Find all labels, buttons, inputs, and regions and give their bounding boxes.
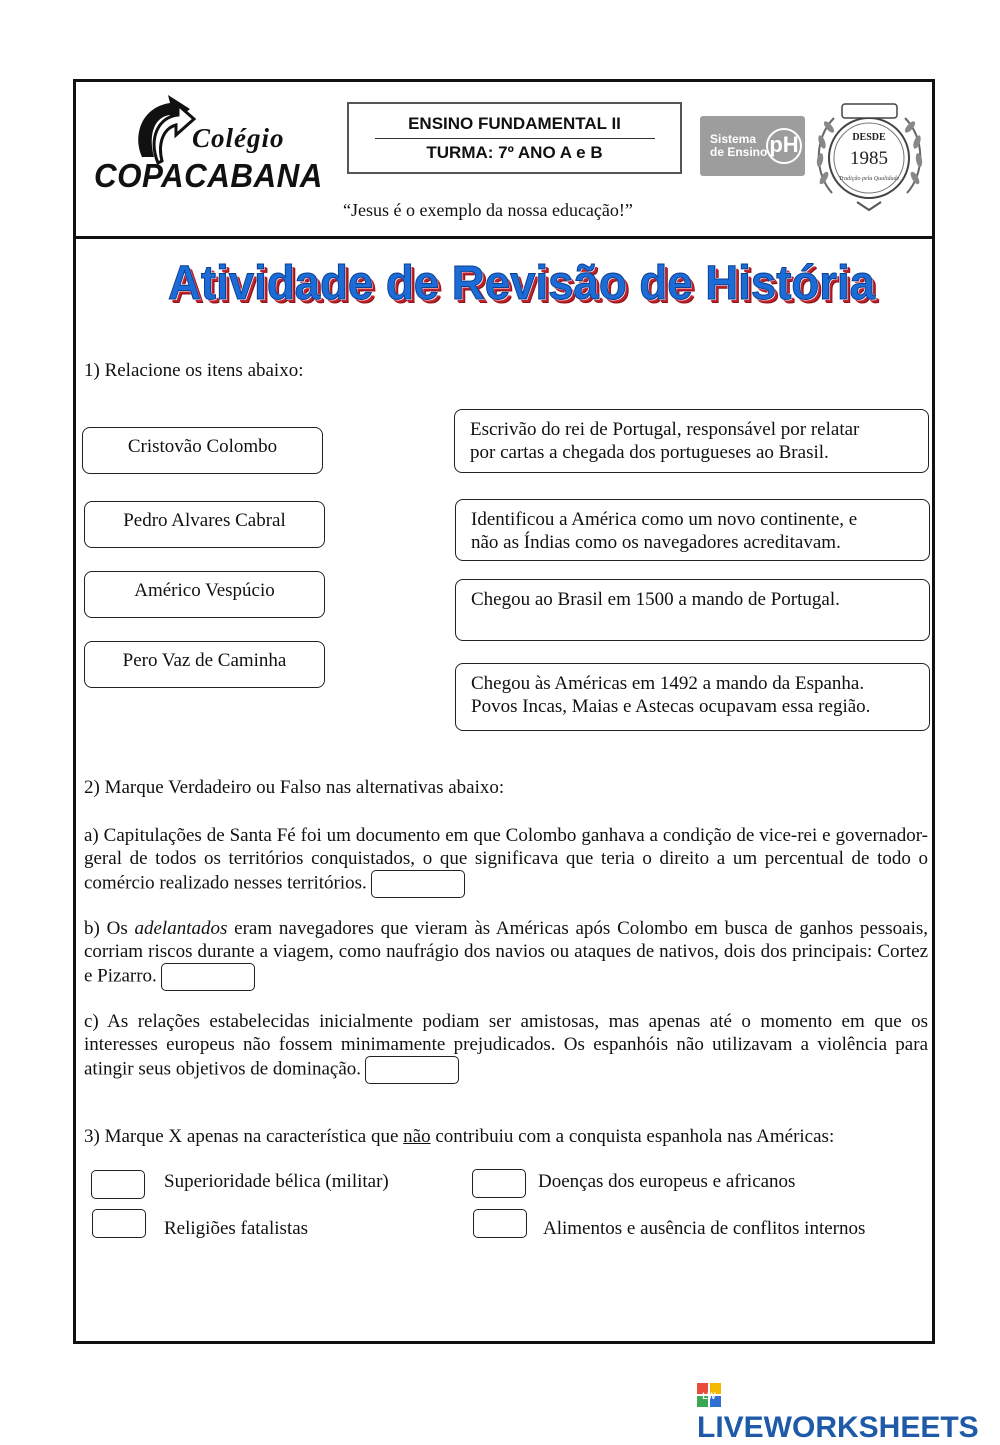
left-item-3[interactable]: Américo Vespúcio [84, 571, 325, 618]
logo-text-copacabana: COPACABANA [94, 157, 323, 194]
q2-item-c [84, 1010, 928, 1084]
page-title: Atividade de Revisão de História [168, 257, 876, 310]
q2-prompt: 2) Marque Verdadeiro ou Falso nas alternativas abaixo: [84, 777, 505, 798]
since-1985-seal [812, 98, 927, 213]
school-logo [92, 95, 323, 200]
ph-mark: pH [766, 128, 802, 164]
q2-item-b-text: eram navegadores que vieram às Américas após Colombo em busca de ganhos pessoais, corriam riscos durante a viagem, como naufrágio dos navios ou ataques de nativos, dois dos principais: Cortez e Pizarro. [84, 918, 928, 987]
q2-answer-a-input[interactable] [371, 870, 465, 898]
right-item-1[interactable] [454, 409, 929, 473]
q2-answer-b-input[interactable] [161, 963, 255, 991]
sistema-line1: Sistema [710, 132, 757, 146]
level-label: ENSINO FUNDAMENTAL II [408, 114, 621, 133]
sistema-ensino-logo [700, 116, 805, 176]
box-divider [375, 138, 655, 139]
left-item-1[interactable]: Cristovão Colombo [82, 427, 323, 474]
header-separator [73, 236, 935, 239]
logo-text-colegio: Colégio [192, 123, 285, 153]
left-item-2[interactable]: Pedro Alvares Cabral [84, 501, 325, 548]
left-item-4[interactable]: Pero Vaz de Caminha [84, 641, 325, 688]
right-item-2[interactable] [455, 499, 930, 561]
class-info-box [347, 102, 682, 174]
q2-item-a [84, 824, 928, 898]
q3-option-2: Doenças dos europeus e africanos [538, 1171, 796, 1192]
q3-checkbox-2[interactable] [472, 1169, 526, 1198]
q1-prompt: 1) Relacione os itens abaixo: [84, 360, 304, 381]
right-item-1-line1: Escrivão do rei de Portugal, responsável por relatar [470, 419, 860, 440]
q2-item-b-italic: adelantados [134, 918, 228, 939]
class-label: TURMA: 7º ANO A e B [426, 143, 603, 162]
liveworksheets-brand[interactable] [697, 1377, 1000, 1444]
sistema-line2: de Ensino [710, 145, 768, 159]
seal-bottom-text: Tradição pela Qualidade [838, 176, 900, 182]
right-item-4-line2: Povos Incas, Maias e Astecas ocupavam essa região. [471, 696, 871, 717]
seal-year: 1985 [850, 148, 888, 169]
right-item-2-line2: não as Índias como os navegadores acreditavam. [471, 532, 841, 553]
liveworksheets-text: LIVEWORKSHEETS [697, 1411, 979, 1444]
q2-item-a-text: a) Capitulações de Santa Fé foi um documento em que Colombo ganhava a condição de vice-rei e governador-geral de todos os territórios conquistados, o que significava que teria o direito a um percentual de todo o comércio realizado nesses territórios. [84, 825, 928, 894]
right-item-3-line1: Chegou ao Brasil em 1500 a mando de Portugal. [471, 589, 840, 610]
q3-prompt [84, 1126, 834, 1148]
q2-item-c-text: c) As relações estabelecidas inicialmente podiam ser amistosas, mas apenas até o momento em que os interesses europeus não fossem minimamente prejudicados. Os espanhóis não utilizavam a violência para atingir seus objetivos de dominação. [84, 1011, 928, 1080]
motto: “Jesus é o exemplo da nossa educação!” [343, 200, 633, 220]
q2-answer-c-input[interactable] [365, 1056, 459, 1084]
q3-checkbox-4[interactable] [473, 1209, 527, 1238]
right-item-4[interactable] [455, 663, 930, 731]
q3-option-4: Alimentos e ausência de conflitos internos [543, 1218, 866, 1239]
q2-item-b-prefix: b) Os [84, 918, 135, 939]
q3-checkbox-3[interactable] [92, 1209, 146, 1238]
right-item-4-line1: Chegou às Américas em 1492 a mando da Espanha. [471, 673, 865, 694]
right-item-1-line2: por cartas a chegada dos portugueses ao Brasil. [470, 442, 829, 463]
q3-prompt-b: contribuiu com a conquista espanhola nas Américas: [430, 1126, 835, 1147]
right-item-2-line1: Identificou a América como um novo continente, e [471, 509, 858, 530]
liveworksheets-logo-icon [697, 1383, 721, 1407]
q3-prompt-underlined: não [403, 1126, 431, 1147]
seal-top-text: DESDE [852, 132, 886, 143]
q2-item-b [84, 917, 928, 991]
right-item-3[interactable] [455, 579, 930, 641]
q3-prompt-a: 3) Marque X apenas na característica que [84, 1126, 404, 1147]
q3-checkbox-1[interactable] [91, 1170, 145, 1199]
q3-option-1: Superioridade bélica (militar) [164, 1171, 389, 1192]
q3-option-3: Religiões fatalistas [164, 1218, 309, 1239]
liveworksheets-badge-text: LW [702, 1391, 716, 1402]
